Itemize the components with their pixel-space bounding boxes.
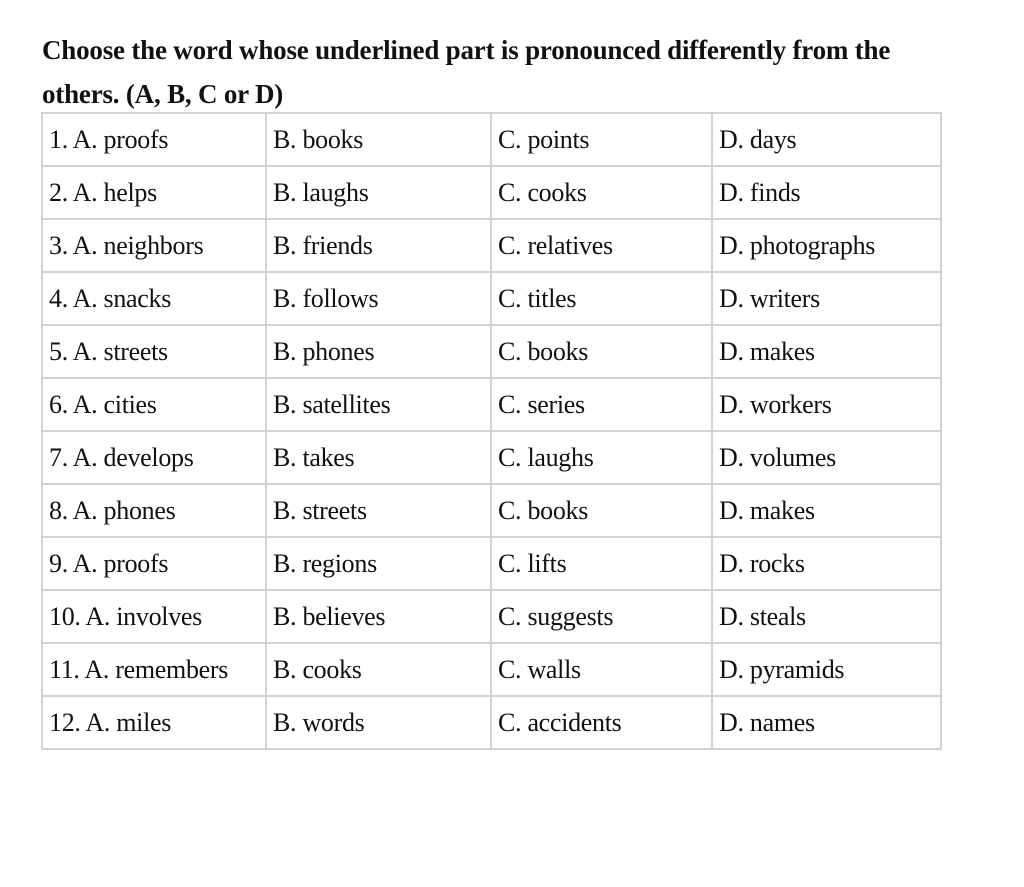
option-c: C. points	[491, 113, 712, 166]
option-b: B. laughs	[266, 166, 491, 219]
option-c: C. suggests	[491, 590, 712, 643]
question-row-7	[42, 431, 941, 484]
option-b: B. follows	[266, 272, 491, 325]
option-c: C. laughs	[491, 431, 712, 484]
option-c: C. books	[491, 325, 712, 378]
option-c: C. relatives	[491, 219, 712, 272]
option-d: D. finds	[712, 166, 941, 219]
option-b: B. believes	[266, 590, 491, 643]
instruction-line-2: others. (A, B, C or D)	[42, 79, 284, 109]
pronunciation-table	[41, 112, 942, 750]
option-a: 9. A. proofs	[42, 537, 266, 590]
question-row-6	[42, 378, 941, 431]
option-a: 6. A. cities	[42, 378, 266, 431]
question-row-4	[42, 272, 941, 325]
option-c: C. lifts	[491, 537, 712, 590]
exercise-instruction	[42, 28, 982, 116]
question-row-8	[42, 484, 941, 537]
option-c: C. walls	[491, 643, 712, 696]
option-d: D. makes	[712, 325, 941, 378]
option-a: 5. A. streets	[42, 325, 266, 378]
question-row-3	[42, 219, 941, 272]
option-b: B. satellites	[266, 378, 491, 431]
option-a: 4. A. snacks	[42, 272, 266, 325]
option-c: C. titles	[491, 272, 712, 325]
question-row-2	[42, 166, 941, 219]
option-c: C. books	[491, 484, 712, 537]
option-b: B. words	[266, 696, 491, 749]
option-a: 11. A. remembers	[42, 643, 266, 696]
option-d: D. names	[712, 696, 941, 749]
question-row-10	[42, 590, 941, 643]
question-row-9	[42, 537, 941, 590]
question-row-1	[42, 113, 941, 166]
instruction-line-1: Choose the word whose underlined part is pronounced differently from the	[42, 35, 891, 65]
option-a: 1. A. proofs	[42, 113, 266, 166]
option-b: B. friends	[266, 219, 491, 272]
question-row-5	[42, 325, 941, 378]
option-c: C. series	[491, 378, 712, 431]
option-b: B. regions	[266, 537, 491, 590]
option-c: C. accidents	[491, 696, 712, 749]
option-d: D. makes	[712, 484, 941, 537]
option-d: D. pyramids	[712, 643, 941, 696]
option-a: 12. A. miles	[42, 696, 266, 749]
option-b: B. takes	[266, 431, 491, 484]
option-d: D. photographs	[712, 219, 941, 272]
option-a: 8. A. phones	[42, 484, 266, 537]
option-a: 7. A. develops	[42, 431, 266, 484]
option-a: 3. A. neighbors	[42, 219, 266, 272]
option-b: B. cooks	[266, 643, 491, 696]
option-d: D. volumes	[712, 431, 941, 484]
option-d: D. days	[712, 113, 941, 166]
option-b: B. phones	[266, 325, 491, 378]
option-b: B. books	[266, 113, 491, 166]
option-b: B. streets	[266, 484, 491, 537]
question-row-12	[42, 696, 941, 749]
option-a: 2. A. helps	[42, 166, 266, 219]
option-d: D. steals	[712, 590, 941, 643]
option-a: 10. A. involves	[42, 590, 266, 643]
option-d: D. workers	[712, 378, 941, 431]
option-d: D. writers	[712, 272, 941, 325]
option-d: D. rocks	[712, 537, 941, 590]
question-row-11	[42, 643, 941, 696]
option-c: C. cooks	[491, 166, 712, 219]
